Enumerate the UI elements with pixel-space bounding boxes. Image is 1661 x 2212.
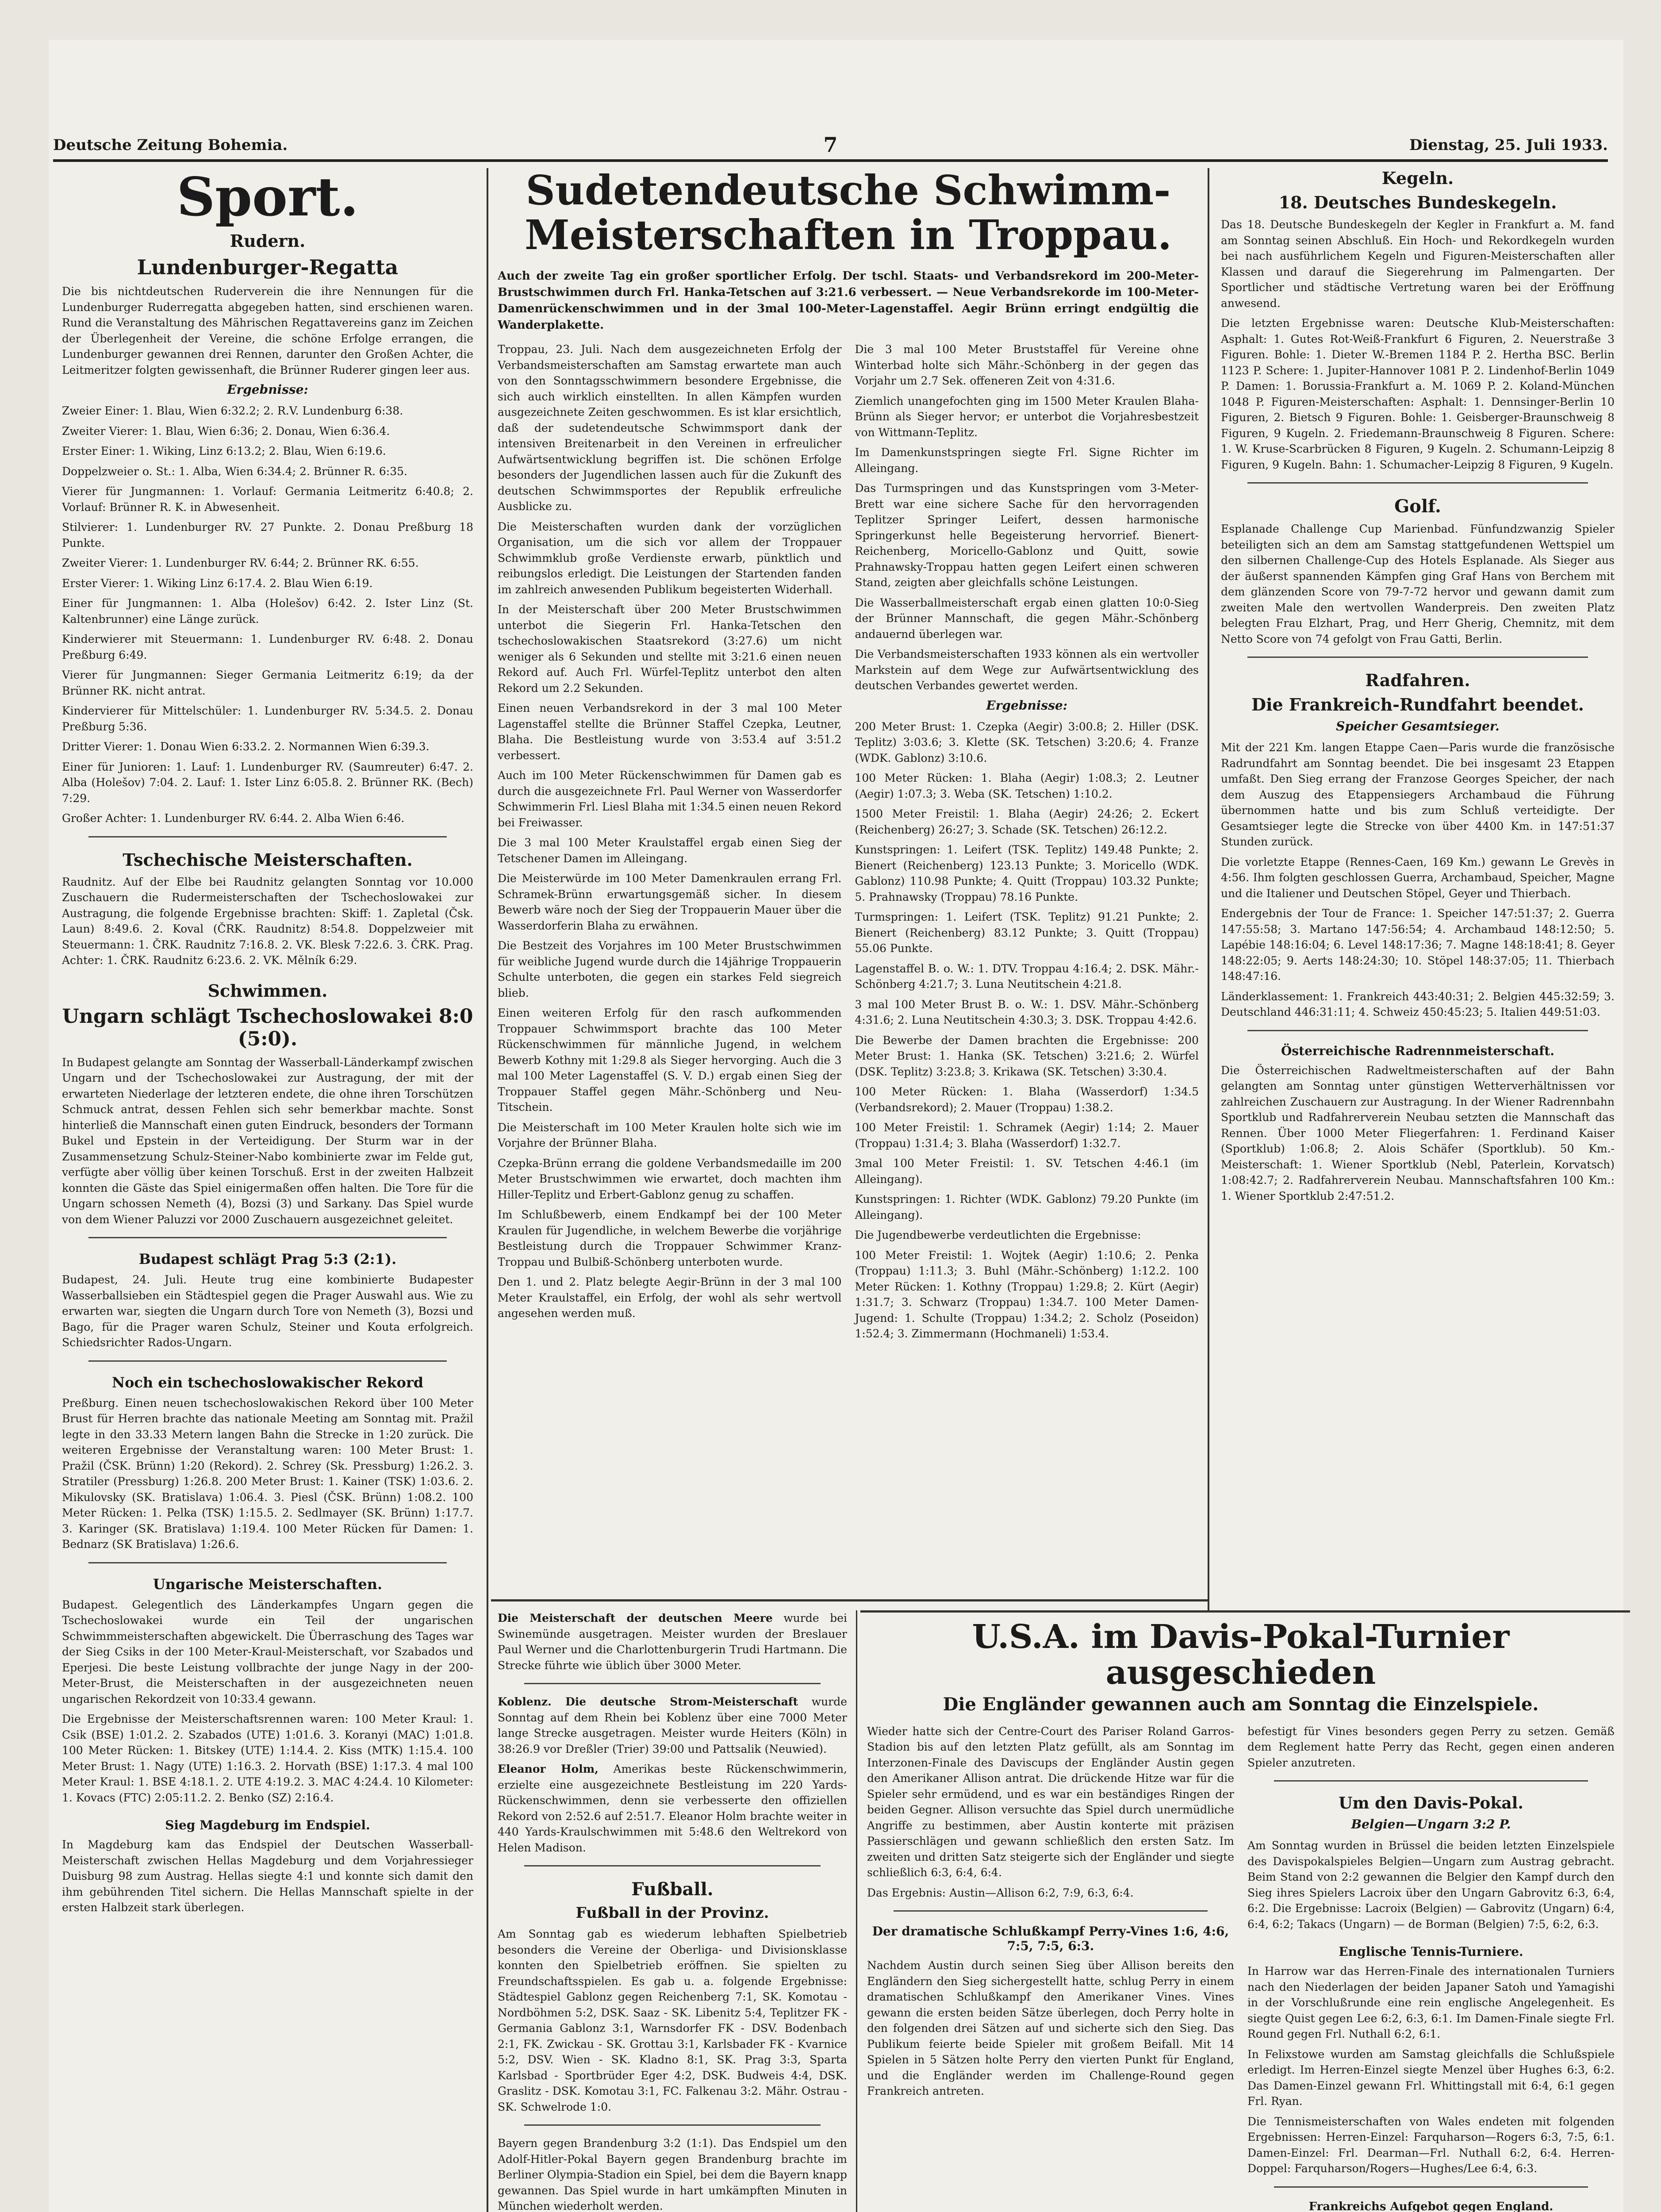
divider	[1274, 2186, 1588, 2188]
paragraph: Einen weiteren Erfolg für den rasch aufkommenden Troppauer Schwimmsport brachte das 100 Meter Rückenschwimmen für männliche Jugend, in welchem Bewerb Kothny mit 1:29.8 als Sieger hervorging. Auch die 3 mal 100 Meter Lagenstaffel (S. V. D.) ergab einen Sieg der Troppauer Staffel gegen Mähr.-Schönberg und Neu-Titschein.	[498, 1006, 842, 1114]
swim-result-item: Die Bewerbe der Damen brachten die Ergebnisse: 200 Meter Brust: 1. Hanka (SK. Tetschen) 3:21.6; 2. Würfel (DSK. Teplitz) 3:23.8; 3. Krikawa (SK. Tetschen) 3:30.4.	[855, 1033, 1199, 1078]
feature-column-a	[498, 342, 842, 1346]
short1	[498, 1610, 847, 1673]
column-rule-mid-bottom	[856, 1610, 857, 2212]
paragraph: Troppau, 23. Juli. Nach dem ausgezeichneten Erfolg der Verbandsmeisterschaften am Samstag erwartete man auch von den Sonntagsschwimmern besondere Ergebnisse, die sich auch wirklich einstellten. In allen Kämpfen wurden ausgezeichnete Zeiten geschwommen. Es ist klar ersichtlich, daß der sudetendeutsche Schwimmsport dank der intensiven Breitenarbeit in den Vereinen in erfreulicher Aufwärtsentwicklung begriffen ist. Die schönen Erfolge besonders der Jugendlichen lassen auch für die Zukunft des deutschen Schwimmsportes der Republik erfreuliche Ausblicke zu.	[498, 343, 842, 513]
swim-result-item: 1500 Meter Freistil: 1. Blaha (Aegir) 24:26; 2. Eckert (Reichenberg) 26:27; 3. Schade (SK. Tetschen) 26:12.2.	[855, 807, 1199, 836]
paragraph: Im Damenkunstspringen siegte Frl. Signe Richter im Alleingang.	[855, 446, 1199, 475]
divider	[88, 1360, 447, 1362]
davis-p2: Das Ergebnis: Austin—Allison 6:2, 7:9, 6:3, 6:4.	[867, 1886, 1134, 1899]
issue-date: Dienstag, 25. Juli 1933.	[1409, 136, 1608, 154]
swim-result-item: Die Jugendbewerbe verdeutlichten die Ergebnisse:	[855, 1229, 1141, 1241]
davis-section	[867, 1619, 1615, 2212]
rudern-result-item: Doppelzweier o. St.: 1. Alba, Wien 6:34.4; 2. Brünner R. 6:35.	[62, 465, 407, 478]
bayern-text: Bayern gegen Brandenburg 3:2 (1:1). Das Endspiel um den Adolf-Hitler-Pokal Bayern gegen Brandenburg brachte im Berliner Olympia-Stadion ein Spiel, bei dem die Bayern knapp gewannen. Das Spiel wurde in hart umkämpften Minuten in München wiederholt werden.	[498, 2137, 847, 2212]
short2-text: wurde Sonntag auf dem Rhein bei Koblenz über eine 7000 Meter lange Strecke ausgetragen. Meister wurde Heiters (Köln) in 38:26.9 vor Dreßler (Trier) 39:00 und Pattsalik (Neuwied).	[498, 1695, 847, 1755]
short1-text: wurde bei Swinemünde ausgetragen. Meister wurden der Breslauer Paul Werner und die Charlottenburgerin Trudi Hartmann. Die Strecke führte wie üblich über 3000 Meter.	[498, 1612, 847, 1672]
magdeburg-text: In Magdeburg kam das Endspiel der Deutschen Wasserball-Meisterschaft zwischen Hellas Magdeburg und dem Vorjahressieger Duisburg 98 zum Austrag. Hellas siegte 4:1 und konnte sich damit den ihm gebührenden Titel sichern. Die Hellas Mannschaft spielte in der ersten Halbzeit stark überlegen.	[62, 1838, 473, 1914]
paragraph: Die Meisterschaft im 100 Meter Kraulen holte sich wie im Vorjahre der Brünner Blaha.	[498, 1121, 842, 1149]
swim-result-item: 100 Meter Rücken: 1. Blaha (Wasserdorf) 1:34.5 (Verbandsrekord); 2. Mauer (Troppau) 1:38.2.	[855, 1085, 1199, 1114]
rudern-result-item: Erster Einer: 1. Wiking, Linz 6:13.2; 2. Blau, Wien 6:19.6.	[62, 445, 386, 457]
rudern-result-item: Einer für Junioren: 1. Lauf: 1. Lundenburger RV. (Saumreuter) 6:47. 2. Alba (Holešov) 7:04. 2. Lauf: 1. Ister Linz 6:05.8. 2. Brünner RK. (Bech) 7:29.	[62, 760, 473, 805]
engl-text2: In Felixstowe wurden am Samstag gleichfalls die Schlußspiele erledigt. Im Herren-Einzel siegte Menzel über Hughes 6:3, 6:2. Das Damen-Einzel gewann Frl. Whittingstall mit 6:4, 6:1 gegen Frl. Ryan.	[1247, 2047, 1615, 2108]
davis-pokal-sub: Belgien—Ungarn 3:2 P.	[1351, 1817, 1511, 1832]
kegeln-text: Das 18. Deutsche Bundeskegeln der Kegler in Frankfurt a. M. fand am Sonntag seinen Abschluß. Ein Hoch- und Rekordkegeln wurden bei nach ausführlichem Kegeln und Figuren-Meisterschaften aller Klassen und darauf die Siegerehrung im Palmengarten. Der Sportlicher und städtische Vertretung waren bei der Eröffnung anwesend.	[1221, 218, 1615, 310]
budapest-text: Budapest, 24. Juli. Heute trug eine kombinierte Budapester Wasserballsieben ein Städtespiel gegen die Prager Auswahl aus. Wie zu erwarten war, siegten die Ungarn durch Tore von Nemeth (3), Bozsi und Bago, für die Prager waren Schulz, Steiner und Kouta erfolgreich. Schiedsrichter Rados-Ungarn.	[62, 1273, 473, 1349]
paragraph: Die Verbandsmeisterschaften 1933 können als ein wertvoller Markstein auf dem Wege zur Aufwärtsentwicklung des deutschen Verbandes gewertet werden.	[855, 648, 1199, 692]
paragraph: Einen neuen Verbandsrekord in der 3 mal 100 Meter Lagenstaffel stellte die Brünner Staffel Czepka, Leutner, Blaha. Die Bestleistung wurde von 3:53.4 auf 3:51.2 verbessert.	[498, 702, 842, 762]
short3-text: Amerikas beste Rückenschwimmerin, erzielte eine ausgezeichnete Bestleistung im 220 Yards-Rückenschwimmen, denn sie verbesserte den offiziellen Rekord von 2:52.6 auf 2:51.7. Eleanor Holm brachte weiter in 440 Yards-Kraulschwimmen mit 5:48.6 den Weltrekord von Helen Madison.	[498, 1763, 847, 1854]
paragraph: Czepka-Brünn errang die goldene Verbandsmedaille im 200 Meter Brustschwimmen wie erwartet, doch machten ihm Hiller-Teplitz und Erbert-Gablonz genug zu schaffen.	[498, 1156, 842, 1201]
davis-r1: befestigt für Vines besonders gegen Perry zu setzen. Gemäß dem Reglement hatte Perry das Recht, gegen einen anderen Spieler anzutreten.	[1247, 1724, 1615, 1769]
magdeburg-title: Sieg Magdeburg im Endspiel.	[165, 1818, 370, 1832]
column-right	[1221, 168, 1615, 1593]
rudern-result-item: Zweiter Vierer: 1. Blau, Wien 6:36; 2. Donau, Wien 6:36.4.	[62, 424, 390, 438]
kegeln-heading: Kegeln.	[1381, 168, 1454, 188]
short3-title: Eleanor Holm,	[498, 1763, 598, 1775]
paragraph: Auch im 100 Meter Rückenschwimmen für Damen gab es durch die ausgezeichnete Frl. Paul Werner von Wasserdorfer Schwimmerin Frl. Liesl Blaha mit 1:34.5 einen neuen Rekord bei Freiwasser.	[498, 769, 842, 829]
swim-result-item: 100 Meter Freistil: 1. Schramek (Aegir) 1:14; 2. Mauer (Troppau) 1:31.4; 3. Blaha (Wasserdorf) 1:32.7.	[855, 1121, 1199, 1150]
rekord-text: Preßburg. Einen neuen tschechoslowakischen Rekord über 100 Meter Brust für Herren brachte das nationale Meeting am Sonntag mit. Pražil legte in den 33.33 Metern langen Bahn die Strecke in 1:20 zurück. Die weiteren Ergebnisse der Veranstaltung waren: 100 Meter Brust: 1. Pražil (ČSK. Brünn) 1:20 (Rekord). 2. Schrey (Sk. Pressburg) 1:26.2. 3. Stratiler (Pressburg) 1:26.8. 200 Meter Brust: 1. Kainer (TSK) 1:03.6. 2. Mikulovsky (SK. Bratislava) 1:06.4. 3. Piesl (ČSK. Brünn) 1:08.2. 100 Meter Rücken: 1. Pelka (TSK) 1:15.5. 2. Sedlmayer (SK. Brünn) 1:17.7. 3. Karinger (SK. Bratislava) 1:19.4. 100 Meter Rücken für Damen: 1. Bednarz (SK Bratislava) 1:26.6.	[62, 1396, 473, 1551]
davis-column-a	[867, 1724, 1234, 2212]
radfahren-title: Die Frankreich-Rundfahrt beendet.	[1251, 695, 1584, 714]
ungarn-title: Ungarische Meisterschaften.	[153, 1575, 383, 1593]
tsch-text: Raudnitz. Auf der Elbe bei Raudnitz gelangten Sonntag vor 10.000 Zuschauern die Rudermeisterschaften der Tschechoslowakei zur Austragung, die folgende Ergebnisse brachten: Skiff: 1. Zapletal (Čsk. Laun) 8:49.6. 2. Koval (ČRK. Raudnitz) 8:54.8. Doppelzweier mit Steuermann: 1. ČRK. Raudnitz 7:16.8. 2. VK. Blesk 7:22.6. 3. ČRK. Prag. Achter: 1. ČRK. Raudnitz 6:23.6. 2. VK. Mělník 6:29.	[62, 875, 473, 967]
paragraph: In der Meisterschaft über 200 Meter Brustschwimmen unterbot die Siegerin Frl. Hanka-Tetschen den tschechoslowakischen Staatsrekord (3:27.6) um nicht weniger als 6 Sekunden und stellte mit 3:21.6 einen neuen Rekord auf. Auch Frl. Würfel-Teplitz unterbot den alten Rekord um 2.2 Sekunden.	[498, 603, 842, 695]
ungarn-text: Budapest. Gelegentlich des Länderkampfes Ungarn gegen die Tschechoslowakei wurde ein Teil der ungarischen Schwimmmeisterschaften abgewickelt. Die Überraschung des Tages war der Sieg Csiks in der 100 Meter-Kraul-Meisterschaft, vor Szabados und Eperjesi. Die beste Leistung vollbrachte der junge Nagy in der 200-Meter-Brust, die Meisterschaften in der ausgezeichneten neuen ungarischen Rekordzeit von 10:33.4 gewann.	[62, 1598, 473, 1705]
swim-result-item: 200 Meter Brust: 1. Czepka (Aegir) 3:00.8; 2. Hiller (DSK. Teplitz) 3:03.6; 3. Klette (SK. Tetschen) 3:20.6; 4. Franze (WDK. Gablonz) 3:10.6.	[855, 720, 1199, 764]
short2-title: Koblenz. Die deutsche Strom-Meisterschaft	[498, 1695, 798, 1708]
kegeln-title: 18. Deutsches Bundeskegeln.	[1278, 192, 1557, 212]
sport-title: Sport.	[176, 168, 359, 228]
paragraph: Die Wasserballmeisterschaft ergab einen glatten 10:0-Sieg der Brünner Mannschaft, die gegen Mähr.-Schönberg andauernd überlegen war.	[855, 596, 1199, 641]
fussball-heading: Fußball.	[631, 1879, 714, 1900]
divider	[894, 1910, 1208, 1912]
engl-title: Englische Tennis-Turniere.	[1339, 1944, 1523, 1959]
swim-result-item: 3mal 100 Meter Freistil: 1. SV. Tetschen 4:46.1 (im Alleingang).	[855, 1157, 1199, 1186]
rudern-title: Lundenburger-Regatta	[137, 255, 399, 279]
frank-title: Frankreichs Aufgebot gegen England.	[1308, 2200, 1554, 2212]
rudern-result-item: Vierer für Jungmannen: 1. Vorlauf: Germania Leitmeritz 6:40.8; 2. Vorlauf: Brünner R. K. in Abwesenheit.	[62, 485, 473, 514]
engl-text: In Harrow war das Herren-Finale des internationalen Turniers nach den Niederlagen der beiden Japaner Satoh und Yamagishi in der Vorschlußrunde eine rein englische Angelegenheit. Es siegte Quist gegen Lee 6:2, 6:3, 6:1. Im Damen-Finale siegte Frl. Round gegen Frl. Nuthall 6:2, 6:1.	[1247, 1965, 1615, 2041]
paragraph: Den 1. und 2. Platz belegte Aegir-Brünn in der 3 mal 100 Meter Kraulstaffel, ein Erfolg, der wohl als sehr wertvoll angesehen werden muß.	[498, 1275, 842, 1320]
paragraph: Die Bestzeit des Vorjahres im 100 Meter Brustschwimmen für weibliche Jugend wurde durch die 14jährige Troppauerin Schulte unterboten, die gegen ein starkes Feld siegreich blieb.	[498, 939, 842, 999]
section-rule-swim-bottom	[491, 1599, 1208, 1601]
divider	[524, 1865, 821, 1866]
divider	[88, 1237, 447, 1238]
perry-title: Der dramatische Schlußkampf Perry-Vines 1:6, 4:6, 7:5, 7:5, 6:3.	[872, 1924, 1229, 1954]
davis-p1: Wieder hatte sich der Centre-Court des Pariser Roland Garros-Stadion bis auf den letzten Platz gefüllt, als am Sonntag im Interzonen-Finale des Daviscups der Engländer Austin gegen den Amerikaner Allison antrat. Die drückende Hitze war für die Spieler sehr ermüdend, und es war ein beständiges Ringen der beiden Gegner. Allison versuchte das Spiel durch unermüdliche Angriffe zu bestimmen, aber Austin konterte mit präzisen Passierschlägen und gewann schließlich den ersten Satz. Im zweiten und dritten Satz steigerte sich der Engländer und siegte schließlich 6:3, 6:4, 6:4.	[867, 1724, 1234, 1879]
radfahren-text2: Die vorletzte Etappe (Rennes-Caen, 169 Km.) gewann Le Grevès in 4:56. Ihm folgten geschlossen Guerra, Archambaud, Speicher, Magne und die Italiener und Deutschen Stöpel, Geyer und Thierbach.	[1221, 855, 1615, 900]
divider	[524, 1683, 821, 1684]
rudern-result-item: Einer für Jungmannen: 1. Alba (Holešov) 6:42. 2. Ister Linz (St. Kaltenbrunner) eine Länge zurück.	[62, 597, 473, 626]
swim-result-item: 3 mal 100 Meter Brust B. o. W.: 1. DSV. Mähr.-Schönberg 4:31.6; 2. Luna Neutitschein 4:30.3; 3. DSK. Troppau 4:42.6.	[855, 998, 1199, 1026]
column-rule-left	[487, 168, 488, 2212]
rudern-result-item: Kindervierer für Mittelschüler: 1. Lundenburger RV. 5:34.5. 2. Donau Preßburg 5:36.	[62, 704, 473, 733]
divider	[88, 836, 447, 837]
divider	[1247, 1030, 1588, 1031]
rudern-result-item: Erster Vierer: 1. Wiking Linz 6:17.4. 2. Blau Wien 6:19.	[62, 576, 373, 590]
paragraph: Die 3 mal 100 Meter Bruststaffel für Vereine ohne Winterbad holte sich Mähr.-Schönberg in der gegen das Vorjahr um 2.7 Sek. offeneren Zeit von 4:31.6.	[855, 343, 1199, 387]
fussball-sub: Fußball in der Provinz.	[575, 1904, 769, 1922]
golf-heading: Golf.	[1394, 496, 1441, 517]
radfahren-text: Mit der 221 Km. langen Etappe Caen—Paris wurde die französische Radrundfahrt am Sonntag beendet. Die bei insgesamt 23 Etappen umfaßt. Den Sieg errang der Franzose Georges Speicher, der nach dem Auszug des Etappensiegers Archambaud die Führung übernommen hatte und bis zum Schluß verteidigte. Der Gesamtsieger legte die Strecke von über 4400 Km. in 147:51:37 Stunden zurück.	[1221, 741, 1615, 848]
rudern-result-item: Kinderwierer mit Steuermann: 1. Lundenburger RV. 6:48. 2. Donau Preßburg 6:49.	[62, 633, 473, 661]
column-swimming	[498, 168, 1199, 1588]
rudern-result-item: Zweiter Vierer: 1. Lundenburger RV. 6:44; 2. Brünner RK. 6:55.	[62, 557, 419, 569]
schwimmen-heading: Schwimmen.	[207, 980, 328, 1001]
swim-result-item: Lagenstaffel B. o. W.: 1. DTV. Troppau 4:16.4; 2. DSK. Mähr.-Schönberg 4:21.7; 3. Luna Neutitschein 4:21.8.	[855, 962, 1199, 991]
budapest-title: Budapest schlägt Prag 5:3 (2:1).	[138, 1251, 397, 1267]
column-sport	[62, 168, 473, 2212]
swim-result-item: 100 Meter Freistil: 1. Wojtek (Aegir) 1:10.6; 2. Penka (Troppau) 1:11.3; 3. Buhl (Mähr.-Schönberg) 1:12.2. 100 Meter Rücken: 1. Kothny (Troppau) 1:29.8; 2. Kürt (Aegir) 1:31.7; 3. Schwarz (Troppau) 1:34.7. 100 Meter Damen-Jugend: 1. Schulte (Troppau) 1:34.2; 2. Scholz (Poseidon) 1:52.4; 3. Zimmermann (Hochmaneli) 1:53.4.	[855, 1248, 1199, 1340]
rudern-heading: Rudern.	[230, 231, 306, 251]
swim-result-item: 100 Meter Rücken: 1. Blaha (Aegir) 1:08.3; 2. Leutner (Aegir) 1:07.3; 3. Weba (SK. Tetschen) 1:10.2.	[855, 772, 1199, 800]
paragraph: Das Turmspringen und das Kunstspringen vom 3-Meter-Brett war eine sichere Sache für den hervorragenden Teplitzer Springer Leifert, dessen harmonische Springerkunst helle Begeisterung hervorrief. Bienert-Reichenberg, Moricello-Gablonz und Quitt, sowie Prahnawsky-Troppau hatten gegen Leifert einen schweren Stand, zeigten aber gleichfalls schöne Leistungen.	[855, 482, 1199, 589]
rudern-results-heading: Ergebnisse:	[227, 382, 308, 397]
paragraph: Die 3 mal 100 Meter Kraulstaffel ergab einen Sieg der Tetschener Damen im Alleingang.	[498, 836, 842, 865]
paragraph: Die Meisterschaften wurden dank der vorzüglichen Organisation, um die sich vor allem der Troppauer Schwimmklub große Verdienste erwarb, pünktlich und reibungslos erledigt. Die Leistungen der Startenden fanden im zahlreich anwesenden Publikum begeisterten Widerhall.	[498, 520, 842, 596]
feature-title-line2: Meisterschaften in Troppau.	[524, 211, 1172, 259]
paragraph: Die Meisterwürde im 100 Meter Damenkraulen errang Frl. Schramek-Brünn erwartungsgemäß sicher. In diesem Bewerb wäre noch der Sieg der Troppauerin Mauer über die Wasserdorferin Blaha zu erwähnen.	[498, 872, 842, 932]
results-list	[855, 719, 1199, 1342]
newspaper-name: Deutsche Zeitung Bohemia.	[53, 136, 288, 154]
swim-result-item: Kunstspringen: 1. Richter (WDK. Gablonz) 79.20 Punkte (im Alleingang).	[855, 1193, 1199, 1221]
column-rule-right	[1208, 168, 1209, 1610]
short2	[498, 1694, 847, 1757]
engl-text3: Die Tennismeisterschaften von Wales endeten mit folgenden Ergebnissen: Herren-Einzel: Farquharson—Rogers 6:3, 7:5, 6:1. Damen-Einzel: Frl. Dearman—Frl. Nuthall 6:2, 6:4. Herren-Doppel: Farquharson/Rogers—Hughes/Lee 6:4, 6:3.	[1247, 2115, 1615, 2175]
rudern-results-list	[62, 403, 473, 826]
davis-pokal-text: Am Sonntag wurden in Brüssel die beiden letzten Einzelspiele des Davispokalspieles Belgien—Ungarn zum Austrag gebracht. Beim Stand von 2:2 gewannen die Belgier den Kampf durch den Sieg ihres Spielers Lacroix über den Ungarn Gabrovitz 6:3, 6:4, 6:2. Die Ergebnisse: Lacroix (Belgien) — Gabrovitz (Ungarn) 6:4, 6:4, 6:2; Takacs (Ungarn) — de Borman (Belgien) 7:5, 6:2, 6:3.	[1247, 1839, 1615, 1931]
rudern-result-item: Dritter Vierer: 1. Donau Wien 6:33.2. 2. Normannen Wien 6:39.3.	[62, 740, 430, 753]
rudern-result-item: Zweier Einer: 1. Blau, Wien 6:32.2; 2. R.V. Lundenburg 6:38.	[62, 404, 403, 417]
rekord-title: Noch ein tschechoslowakischer Rekord	[111, 1374, 424, 1391]
swim-result-item: Turmspringen: 1. Leifert (TSK. Teplitz) 91.21 Punkte; 2. Bienert (Reichenberg) 83.12 Punkte; 3. Quitt (Troppau) 55.06 Punkte.	[855, 910, 1199, 955]
ungarn-text2: Die Ergebnisse der Meisterschaftsrennen waren: 100 Meter Kraul: 1. Csik (BSE) 1:01.2. 2. Szabados (UTE) 1:01.6. 3. Koranyi (MAC) 1:01.8. 100 Meter Rücken: 1. Bitskey (UTE) 1:14.4. 2. Kiss (MTK) 1:15.4. 100 Meter Brust: 1. Nagy (UTE) 1:16.3. 2. Horvath (BSE) 1:17.3. 4 mal 100 Meter Kraul: 1. BSE 4:18.1. 2. UTE 4:19.2. 3. MAC 4:24.4. 10 Kilometer: 1. Kovacs (FTC) 2:05:11.2. 2. Benko (SZ) 2:16.4.	[62, 1713, 473, 1804]
radfahren-heading: Radfahren.	[1365, 670, 1470, 690]
results-heading: Ergebnisse:	[986, 698, 1068, 713]
schwimmen-text: In Budapest gelangte am Sonntag der Wasserball-Länderkampf zwischen Ungarn und der Tschechoslowakei zur Austragung, der mit der erwarteten Niederlage der letzteren endete, die ohne ihren Torschützen Schmuck antrat, dessen Fehlen sich sehr bemerkbar machte. Sonst hinterließ die Mannschaft einen guten Eindruck, besonders der Tormann Bukel und Epstein in der Verteidigung. Der Sturm war in der Zusammensetzung Schulz-Steiner-Nabo kombinierte zwar im Felde gut, verfügte aber völlig über keinen Torschuß. Erst in der zweiten Halbzeit konnten die Gäste das Spiel einigermaßen offen halten. Die Tore für die Ungarn schossen Nemeth (4), Bozsi (3) und Sarkany. Das Spiel wurde von dem Wiener Paluzzi vor 2000 Zuschauern ausgezeichnet geleitet.	[62, 1056, 473, 1226]
davis-column-b	[1247, 1724, 1615, 2212]
page-number: 7	[823, 133, 838, 157]
oest-text: Die Österreichischen Radweltmeisterschaften auf der Bahn gelangten am Sonntag unter günstigen Wetterverhältnissen vor zahlreichen Zuschauern zur Austragung. In der Wiener Radrennbahn Sportklub und Radfahrerverein Neubau setzten die Mannschaft das Rennen. Über 1000 Meter Fliegerfahren: 1. Ferdinand Kaiser (Sportklub) 1:06.8; 2. Alois Schäfer (Sportklub). 50 Km.-Meisterschaft: 1. Wiener Sportklub (Nebl, Paterlein, Korvatsch) 1:08:42.7; 2. Radfahrerverein Neubau. Mannschaftsfahren 100 Km.: 1. Wiener Sportklub 2:47:51.2.	[1221, 1064, 1615, 1202]
fussball-text: Am Sonntag gab es wiederum lebhaften Spielbetrieb besonders die Vereine der Oberliga- und Divisionsklasse konnten den Spielbetrieb eröffnen. Sie spielten zu Freundschaftsspielen. Es gab u. a. folgende Ergebnisse: Städtespiel Gablonz gegen Reichenberg 7:1, SK. Komotau - Nordböhmen 5:2, DSK. Saaz - SK. Libenitz 5:4, Teplitzer FK - Germania Gablonz 3:1, Warnsdorfer FK - DSV. Bodenbach 2:1, FK. Zwickau - SK. Grottau 3:1, Karlsbader FK - Kvarnice 5:2, DSV. Wien - SK. Kladno 8:1, SK. Prag 3:3, Sparta Karlsbad - Sportbrüder Eger 4:2, DSK. Budweis 4:4, DSK. Graslitz - DSK. Komotau 3:1, FC. Falkenau 3:2. Mähr. Ostrau - SK. Schwelrode 1:0.	[498, 1928, 847, 2113]
column-short-notes	[498, 1610, 847, 2212]
rudern-result-item: Stilvierer: 1. Lundenburger RV. 27 Punkte. 2. Donau Preßburg 18 Punkte.	[62, 521, 473, 549]
davis-banner: U.S.A. im Davis-Pokal-Turnier ausgeschieden	[972, 1619, 1510, 1692]
short1-title: Die Meisterschaft der deutschen Meere	[498, 1612, 773, 1624]
feature-column-b	[855, 342, 1199, 1346]
oest-title: Österreichische Radrennmeisterschaft.	[1281, 1043, 1554, 1058]
feature-lead: Auch der zweite Tag ein großer sportlicher Erfolg. Der tschl. Staats- und Verbandsrekord im 200-Meter-Brustschwimmen durch Frl. Hanka-Tetschen auf 3:21.6 verbessert. — Neue Verbandsrekorde im 100-Meter-Damenrückenschwimmen und in der 3mal 100-Meter-Lagenstaffel. Aegir Brünn erringt endgültig die Wanderplakette.	[498, 269, 1199, 332]
short3	[498, 1761, 847, 1855]
tsch-title: Tschechische Meisterschaften.	[123, 849, 413, 870]
golf-text: Esplanade Challenge Cup Marienbad. Fünfundzwanzig Spieler beteiligten sich an dem am Samstag stattgefundenen Wettspiel um den silbernen Challenge-Cup des Hotels Esplanade. Als Sieger aus der äußerst spannenden Kämpfen ging Graf Hans von Berchem mit dem glänzenden Score von 79-7-72 hervor und gewann damit zum zweiten Male den wertvollen Wanderpreis. Den zweiten Platz belegten Frau Elzhart, Prag, und Herr Gherig, Chemnitz, mit dem Netto Score von 74 gefolgt von Frau Gatti, Berlin.	[1221, 522, 1615, 645]
divider	[88, 1562, 447, 1563]
rudern-result-item: Vierer für Jungmannen: Sieger Germania Leitmeritz 6:19; da der Brünner RK. nicht antrat.	[62, 668, 473, 697]
paragraph: Im Schlußbewerb, einem Endkampf bei der 100 Meter Kraulen für Jugendliche, in welchem Bewerbe die vorjährige Bestleistung durch die Troppauer Schwimmer Kranz-Troppau und Bulbiß-Schönberg unterboten wurde.	[498, 1208, 842, 1268]
rudern-result-item: Großer Achter: 1. Lundenburger RV. 6:44. 2. Alba Wien 6:46.	[62, 812, 405, 825]
divider	[524, 2124, 821, 2126]
paragraph: Ziemlich unangefochten ging im 1500 Meter Kraulen Blaha-Brünn als Sieger hervor; er unterbot die Vorjahresbestzeit von Wittmann-Teplitz.	[855, 394, 1199, 439]
divider	[1247, 482, 1588, 484]
feature-title-line1: Sudetendeutsche Schwimm-	[526, 168, 1171, 214]
divider	[1247, 657, 1588, 658]
schwimmen-title: Ungarn schlägt Tschechoslowakei 8:0 (5:0).	[62, 1005, 473, 1050]
running-header	[53, 133, 1608, 162]
radfahren-text3: Endergebnis der Tour de France: 1. Speicher 147:51:37; 2. Guerra 147:55:58; 3. Martano 147:56:54; 4. Archambaud 148:12:50; 5. Lapébie 148:16:04; 6. Level 148:17:36; 7. Magne 148:18:41; 8. Geyer 148:22:05; 9. Aerts 148:24:30; 10. Stöpel 148:37:05; 11. Thierbach 148:47:16.	[1221, 907, 1615, 983]
kegeln-results: Die letzten Ergebnisse waren: Deutsche Klub-Meisterschaften: Asphalt: 1. Gutes Rot-Weiß-Frankfurt 6 Figuren, 2. Neuerstraße 3 Figuren. Bohle: 1. Dieter W.-Bremen 1184 P. 2. Hertha BSC. Berlin 1123 P. Schere: 1. Jupiter-Hannover 1081 P. 2. Lindenhof-Berlin 1049 P. Damen: 1. Borussia-Frankfurt a. M. 1069 P. 2. Koland-München 1048 P. Figuren-Meisterschaften: Asphalt: 1. Dennsinger-Berlin 10 Figuren, 2. Bietsch 9 Figuren. Bohle: 1. Geisberger-Braunschweig 8 Figuren, 9 Kugeln. 2. Friedemann-Braunschweig 8 Figuren. Schere: 1. W. Kruse-Scarbrücken 8 Figuren, 9 Kugeln. 2. Schumann-Leipzig 8 Figuren, 9 Kugeln. Bahn: 1. Schumacher-Leipzig 8 Figuren, 9 Kugeln.	[1221, 317, 1615, 471]
radfahren-text4: Länderklassement: 1. Frankreich 443:40:31; 2. Belgien 445:32:59; 3. Deutschland 446:31:11; 4. Schweiz 450:45:23; 5. Italien 449:51:03.	[1221, 990, 1615, 1018]
radfahren-sub: Speicher Gesamtsieger.	[1336, 719, 1500, 733]
rudern-intro: Die bis nichtdeutschen Ruderverein die ihre Nennungen für die Lundenburger Ruderregatta abgegeben hatten, sind erschienen waren. Rund die Veranstaltung des Mährischen Regattavereins ganz im Zeichen der Überlegenheit der Vereine, die schöne Erfolge errangen, die Lundenburger gewannen drei Rennen, darunter den Großen Achter, die Leitmeritzer folgten gewissenhaft, die Brünner Ruderer gingen leer aus.	[62, 285, 473, 376]
davis-pokal-title: Um den Davis-Pokal.	[1339, 1794, 1523, 1813]
divider	[1274, 1780, 1588, 1782]
davis-sub: Die Engländer gewannen auch am Sonntag die Einzelspiele.	[943, 1694, 1539, 1715]
perry-text: Nachdem Austin durch seinen Sieg über Allison bereits den Engländern den Sieg sichergestellt hatte, schlug Perry in einem dramatischen Schlußkampf den Amerikaner Vines. Vines gewann die ersten beiden Sätze überlegen, doch Perry holte in den folgenden drei Sätzen auf und sicherte sich den Sieg. Das Publikum feierte beide Spieler mit großem Beifall. Mit 14 Spielen in 5 Sätzen holte Perry den vierten Punkt für England, und die Engländer werden im Challenge-Round gegen Frankreich antreten.	[867, 1959, 1234, 2098]
section-rule-davis-top	[860, 1610, 1630, 1613]
swim-result-item: Kunstspringen: 1. Leifert (TSK. Teplitz) 149.48 Punkte; 2. Bienert (Reichenberg) 123.13 Punkte; 3. Moricello (WDK. Gablonz) 110.98 Punkte; 4. Quitt (Troppau) 103.32 Punkte; 5. Prahnawsky (Troppau) 78.16 Punkte.	[855, 843, 1199, 903]
